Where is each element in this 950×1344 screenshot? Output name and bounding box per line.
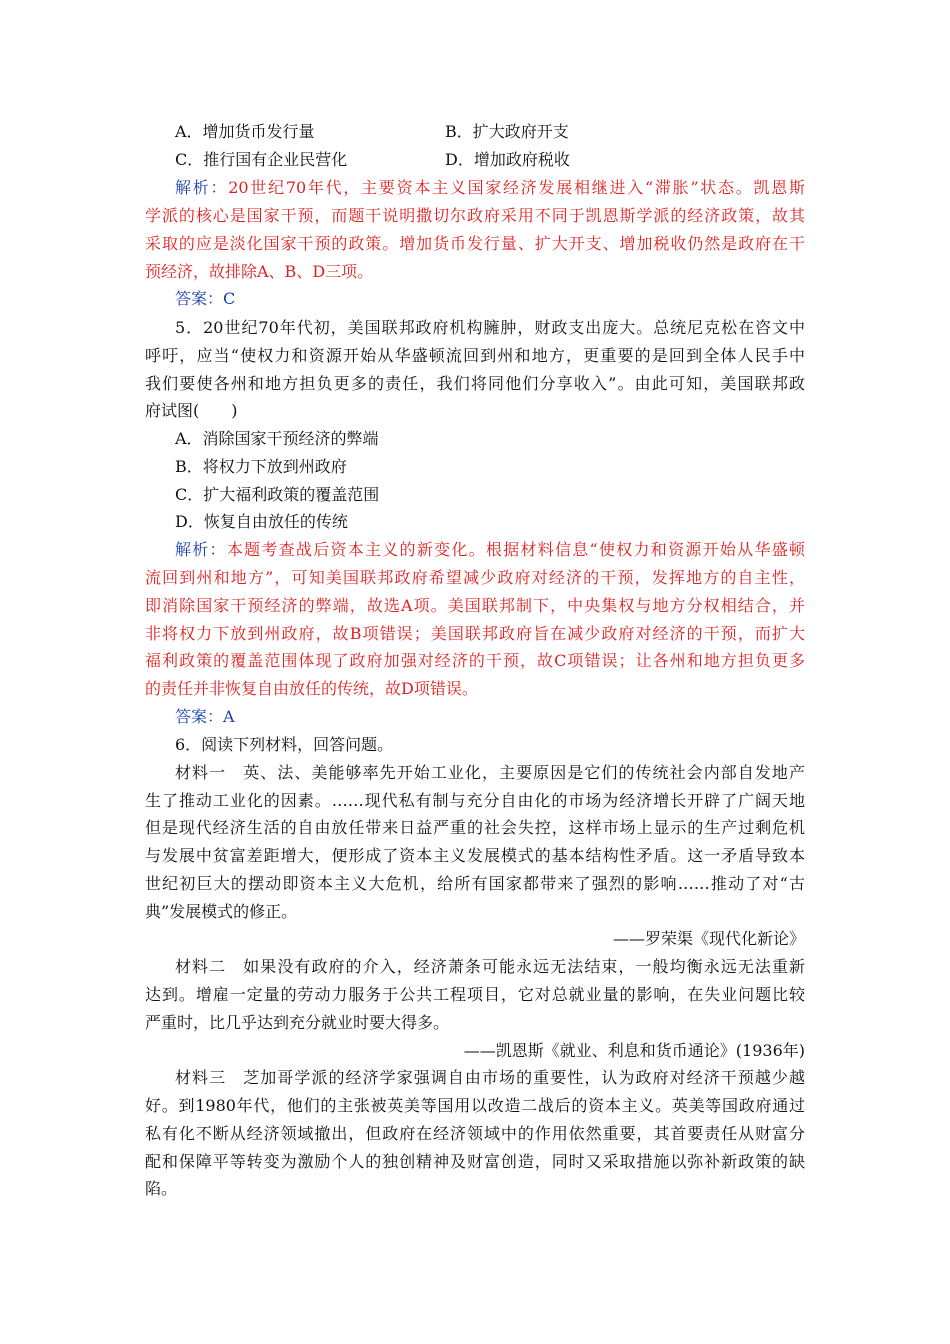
q6-material3-line-5: 陷。 <box>145 1179 178 1198</box>
q6-material1-line-6: 典”发展模式的修正。 <box>145 902 298 921</box>
q6-material1-line-1: 材料一 英、法、美能够率先开始工业化，主要原因是它们的传统社会内部自发地产 <box>175 763 805 782</box>
q6-material2-line-3: 严重时，比几乎达到充分就业时要大得多。 <box>145 1013 450 1032</box>
q4-option-a: A．增加货币发行量 <box>175 122 315 141</box>
q5-option-d: D．恢复自由放任的传统 <box>175 512 348 531</box>
q6-material1-line-5: 世纪初巨大的摆动即资本主义大危机，给所有国家都带来了强烈的影响……推动了对“古 <box>145 874 805 893</box>
q6-material3-line-3: 私有化不断从经济领域撤出，但政府在经济领域中的作用依然重要，其首要责任从财富分 <box>145 1124 805 1143</box>
q6-material3-line-4: 配和保障平等转变为激励个人的独创精神及财富创造，同时又采取措施以弥补新政策的缺 <box>145 1152 805 1171</box>
q5-stem-line-2: 呼吁，应当“使权力和资源开始从华盛顿流回到州和地方，更重要的是回到全体人民手中 <box>145 346 805 365</box>
q4-analysis-line-1: 解析：20世纪70年代，主要资本主义国家经济发展相继进入“滞胀”状态。凯恩斯 <box>175 178 805 197</box>
q5-analysis-line-1: 解析：本题考查战后资本主义的新变化。根据材料信息“使权力和资源开始从华盛顿 <box>175 540 805 559</box>
q4-analysis-line-3: 采取的应是淡化国家干预的政策。增加货币发行量、扩大开支、增加税收仍然是政府在干 <box>145 234 805 253</box>
q4-analysis-line-2: 学派的核心是国家干预，而题干说明撒切尔政府采用不同于凯恩斯学派的经济政策，故其 <box>145 206 805 225</box>
q5-option-c: C．扩大福利政策的覆盖范围 <box>175 485 380 504</box>
q5-answer: 答案：A <box>175 707 235 726</box>
q5-stem-line-4: 府试图( ) <box>145 401 238 420</box>
q6-material1-source: ——罗荣渠《现代化新论》 <box>612 929 805 948</box>
q4-option-c: C．推行国有企业民营化 <box>175 150 348 169</box>
q6-material1-line-2: 生了推动工业化的因素。……现代私有制与充分自由化的市场为经济增长开辟了广阔天地 <box>145 791 805 810</box>
q4-option-d: D．增加政府税收 <box>445 150 570 169</box>
q6-material1-line-4: 与发展中贫富差距增大，便形成了资本主义发展模式的基本结构性矛盾。这一矛盾导致本 <box>145 846 805 865</box>
q5-stem-line-1: 5．20世纪70年代初，美国联邦政府机构臃肿，财政支出庞大。总统尼克松在咨文中 <box>175 318 805 337</box>
q5-analysis-line-2: 流回到州和地方”，可知美国联邦政府希望减少政府对经济的干预，发挥地方的自主性， <box>145 568 805 587</box>
q4-analysis-line-4: 预经济，故排除A、B、D三项。 <box>145 262 374 281</box>
q6-stem: 6．阅读下列材料，回答问题。 <box>175 735 394 754</box>
q6-material3-line-2: 好。到1980年代，他们的主张被英美等国用以改造二战后的资本主义。英美等国政府通过 <box>145 1096 805 1115</box>
q6-material1-line-3: 但是现代经济生活的自由放任带来日益严重的社会失控，这样市场上显示的生产过剩危机 <box>145 818 805 837</box>
q4-answer: 答案：C <box>175 289 236 308</box>
q6-material2-line-2: 达到。增雇一定量的劳动力服务于公共工程项目，它对总就业量的影响，在失业问题比较 <box>145 985 805 1004</box>
q5-analysis-line-6: 的责任并非恢复自由放任的传统，故D项错误。 <box>145 679 478 698</box>
q4-option-b: B．扩大政府开支 <box>445 122 569 141</box>
q5-option-b: B．将权力下放到州政府 <box>175 457 347 476</box>
q5-analysis-label: 解析： <box>175 540 227 559</box>
q4-analysis-label: 解析： <box>175 178 229 197</box>
q5-analysis-line-3: 即消除国家干预经济的弊端，故选A项。美国联邦制下，中央集权与地方分权相结合，并 <box>145 596 805 615</box>
q5-option-a: A．消除国家干预经济的弊端 <box>175 429 379 448</box>
q6-material2-line-1: 材料二 如果没有政府的介入，经济萧条可能永远无法结束，一般均衡永远无法重新 <box>175 957 805 976</box>
q5-stem-line-3: 我们要使各州和地方担负更多的责任，我们将同他们分享收入”。由此可知，美国联邦政 <box>145 374 805 393</box>
q5-analysis-line-4: 非将权力下放到州政府，故B项错误；美国联邦政府旨在减少政府对经济的干预，而扩大 <box>145 624 805 643</box>
q5-analysis-line-5: 福利政策的覆盖范围体现了政府加强对经济的干预，故C项错误；让各州和地方担负更多 <box>145 651 805 670</box>
q6-material2-source: ——凯恩斯《就业、利息和货币通论》(1936年) <box>463 1041 805 1060</box>
q6-material3-line-1: 材料三 芝加哥学派的经济学家强调自由市场的重要性，认为政府对经济干预越少越 <box>175 1068 805 1087</box>
